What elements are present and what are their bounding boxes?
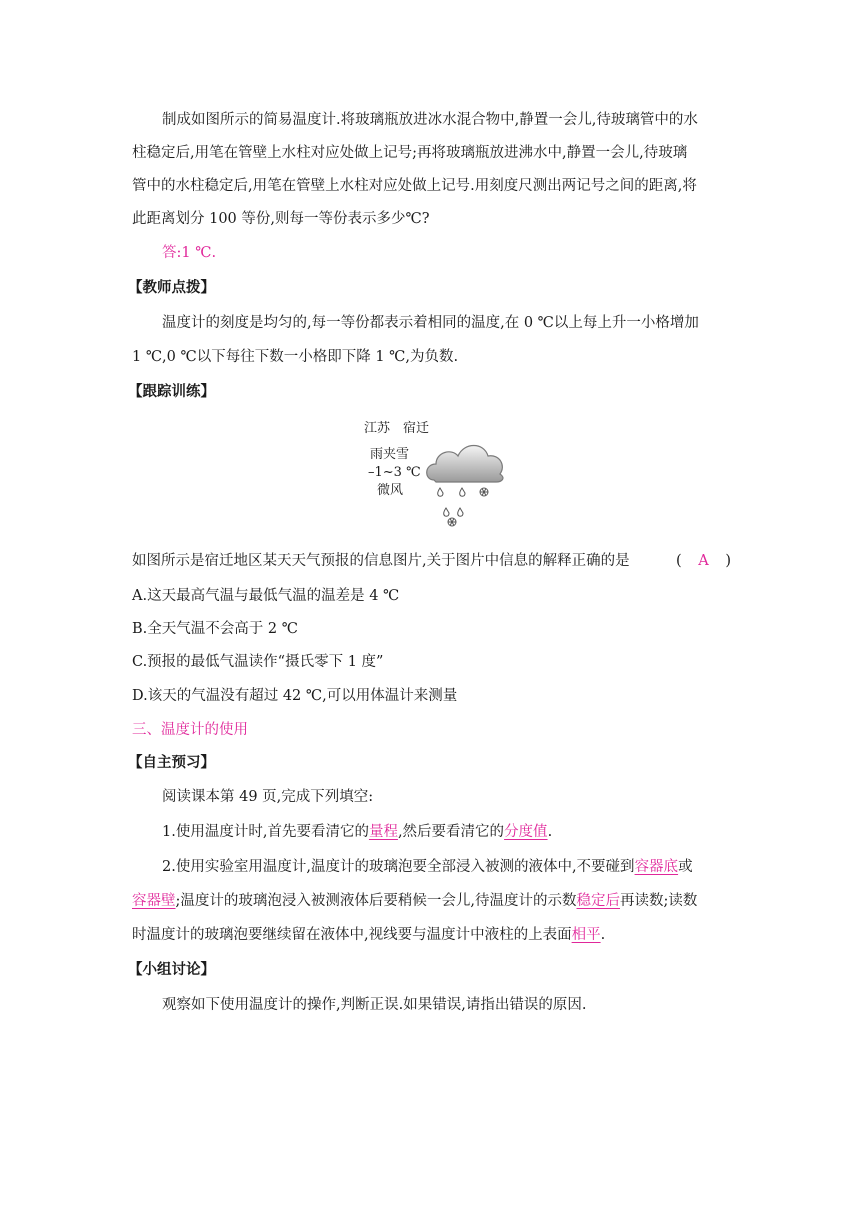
tracking-question-text: 如图所示是宿迁地区某天天气预报的信息图片,关于图片中信息的解释正确的是 bbox=[132, 553, 630, 569]
preview-item-2-line-2 bbox=[132, 891, 697, 911]
answer-open-paren: ( bbox=[676, 553, 682, 569]
teacher-tip-line-1: 温度计的刻度是均匀的,每一等份都表示着相同的温度,在 0 ℃以上每上升一小格增加 bbox=[162, 315, 699, 331]
q1-line-1: 制成如图所示的简易温度计.将玻璃瓶放进冰水混合物中,静置一会儿,待玻璃管中的水 bbox=[162, 112, 698, 128]
item1-text-end: . bbox=[547, 824, 553, 840]
preview-item-2-line-3 bbox=[132, 925, 605, 945]
tracking-heading: 【跟踪训练】 bbox=[128, 383, 215, 400]
tracking-question bbox=[132, 551, 630, 571]
tracking-answer: A bbox=[698, 553, 709, 569]
q1-line-4: 此距离划分 100 等份,则每一等份表示多少℃? bbox=[132, 211, 430, 227]
option-d: D.该天的气温没有超过 42 ℃,可以用体温计来测量 bbox=[132, 688, 458, 704]
item2-text-line3: 时温度计的玻璃泡要继续留在液体中,视线要与温度计中液柱的上表面 bbox=[132, 927, 572, 943]
item2-text-mid1: ;温度计的玻璃泡浸入被测液体后要稍候一会儿,待温度计的示数 bbox=[175, 893, 577, 909]
answer-container-bottom: 容器底 bbox=[634, 859, 679, 875]
preview-item-2-line-1 bbox=[162, 857, 693, 877]
answer-level: 相平 bbox=[571, 927, 601, 943]
section3-title: 三、温度计的使用 bbox=[132, 722, 248, 738]
q1-answer: 答:1 ℃. bbox=[162, 245, 217, 261]
item1-text-mid: ,然后要看清它的 bbox=[397, 824, 505, 840]
option-a: A.这天最高气温与最低气温的温差是 4 ℃ bbox=[132, 588, 400, 604]
answer-division: 分度值 bbox=[504, 824, 548, 840]
option-b: B.全天气温不会高于 2 ℃ bbox=[132, 621, 298, 637]
group-discussion-heading: 【小组讨论】 bbox=[128, 961, 215, 978]
item2-text-pre: 2.使用实验室用温度计,温度计的玻璃泡要全部浸入被测的液体中,不要碰到 bbox=[162, 859, 635, 875]
weather-temperature: –1~3 ℃ bbox=[368, 465, 421, 480]
item2-text-end: . bbox=[600, 927, 606, 943]
item1-text-pre: 1.使用温度计时,首先要看清它的 bbox=[162, 824, 369, 840]
item2-text-or: 或 bbox=[678, 859, 693, 875]
group-discussion-text: 观察如下使用温度计的操作,判断正误.如果错误,请指出错误的原因. bbox=[162, 997, 587, 1013]
tracking-answer-bracket bbox=[676, 551, 731, 571]
item2-text-mid2: 再读数;读数 bbox=[620, 893, 698, 909]
answer-stable: 稳定后 bbox=[576, 893, 620, 909]
answer-range: 量程 bbox=[368, 824, 398, 840]
preview-heading: 【自主预习】 bbox=[128, 754, 215, 771]
weather-wind: 微风 bbox=[377, 483, 404, 498]
teacher-tip-line-2: 1 ℃,0 ℃以下每往下数一小格即下降 1 ℃,为负数. bbox=[132, 349, 459, 365]
option-c: C.预报的最低气温读作“摄氏零下 1 度” bbox=[132, 654, 384, 670]
preview-intro: 阅读课本第 49 页,完成下列填空: bbox=[162, 789, 374, 805]
answer-close-paren: ) bbox=[725, 553, 732, 569]
q1-line-3: 管中的水柱稳定后,用笔在管壁上水柱对应处做上记号.用刻度尺测出两记号之间的距离,将 bbox=[132, 178, 697, 194]
weather-forecast-image bbox=[358, 418, 508, 536]
weather-condition: 雨夹雪 bbox=[370, 447, 410, 462]
weather-location: 江苏 宿迁 bbox=[364, 421, 430, 436]
preview-item-1 bbox=[162, 822, 552, 842]
answer-container-wall: 容器壁 bbox=[132, 893, 176, 909]
teacher-tip-heading: 【教师点拨】 bbox=[128, 279, 215, 296]
cloud-rain-snow-icon bbox=[426, 436, 508, 536]
q1-line-2: 柱稳定后,用笔在管壁上水柱对应处做上记号;再将玻璃瓶放进沸水中,静置一会儿,待玻璃 bbox=[132, 145, 688, 161]
